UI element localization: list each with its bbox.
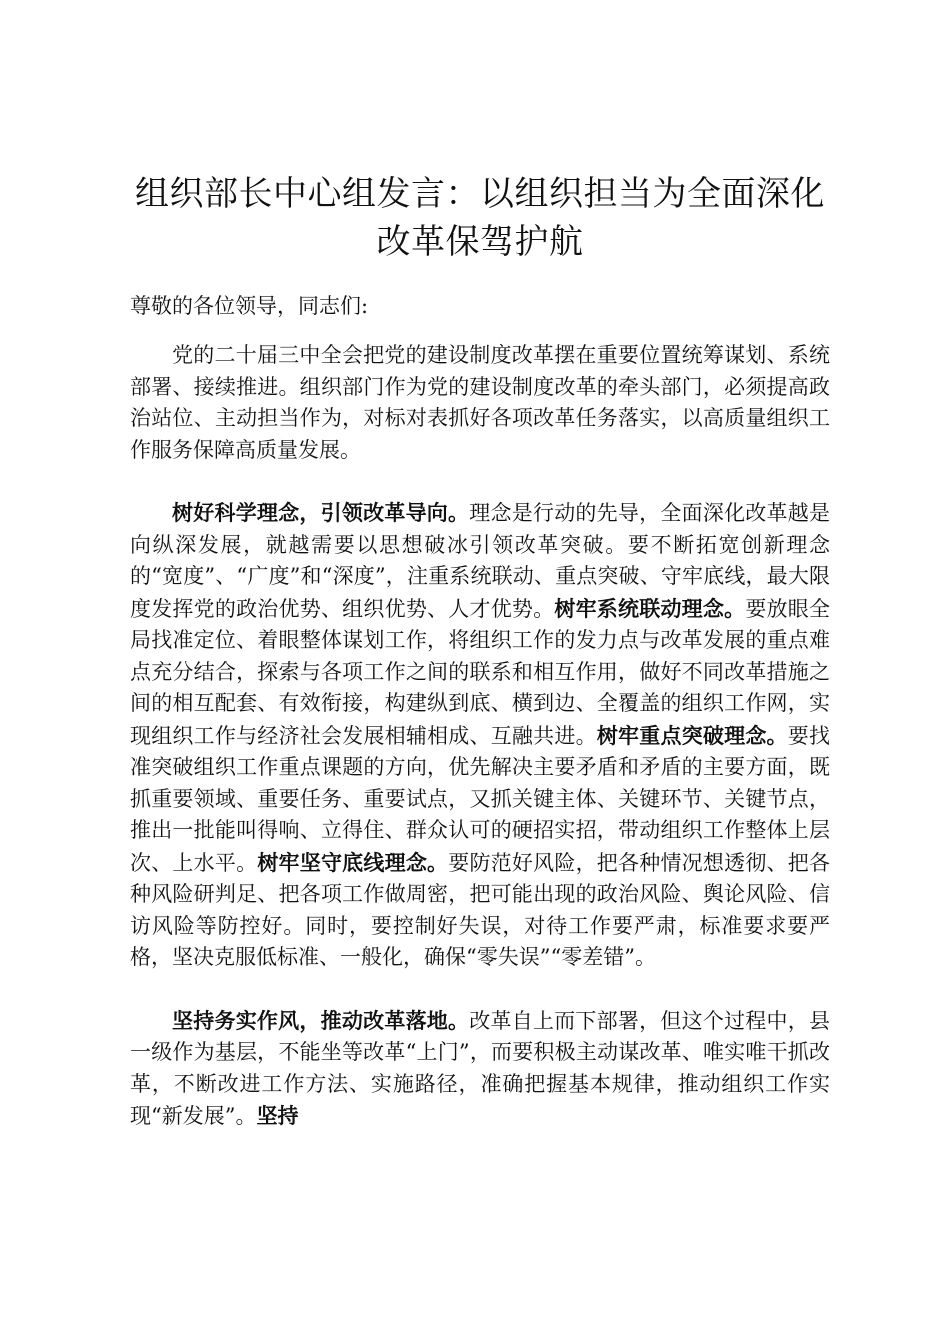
paragraph-text: 要防范好风险，把各种情况想透彻、把各种风险研判足、把各项工作做周密，把可能出现的政治风险、舆论风险、信访风险等防控好。同时，要控制好失误，对待工作要严肃，标准要求要严格，坚决克服低标准、一般化，确保“零失误”“零差错”。: [130, 850, 830, 969]
section-heading: 树好科学理念，引领改革导向。: [172, 500, 470, 525]
paragraph-style: [130, 1005, 830, 1133]
paragraph-text: 改革自上而下部署，但这个过程中，县一级作为基层，不能坐等改革“上门”，而要积极主动谋改革、唯实唯干抓改革，不断改进工作方法、实施路径，准确把握基本规律，推动组织工作实现“新发展”。: [130, 1008, 830, 1128]
subheading: 树牢重点突破理念。: [596, 722, 788, 748]
subheading: 树牢坚守底线理念。: [257, 849, 449, 875]
paragraph-intro: [130, 340, 830, 466]
paragraph-text: 党的二十届三中全会把党的建设制度改革摆在重要位置统筹谋划、系统部署、接续推进。组织部门作为党的建设制度改革的牵头部门，必须提高政治站位、主动担当作为，对标对表抓好各项改革任务落实，以高质量组织工作服务保障高质量发展。: [130, 343, 830, 462]
paragraph-text: 要找准突破组织工作重点课题的方向，优先解决主要矛盾和矛盾的主要方面，既抓重要领域、重要任务、重要试点，又抓关键主体、关键环节、关键节点，推出一批能叫得响、立得住、群众认可的硬招实招，带动组织工作整体上层次、上水平。: [130, 723, 830, 875]
subheading: 坚持: [256, 1103, 299, 1128]
paragraph-concepts: [130, 497, 830, 974]
greeting: 尊敬的各位领导，同志们:: [130, 294, 369, 318]
document-title: 组织部长中心组发言：以组织担当为全面深化改革保驾护航: [135, 174, 825, 262]
subheading: 树牢系统联动理念。: [554, 595, 746, 621]
section-heading: 坚持务实作风，推动改革落地。: [172, 1007, 470, 1033]
paragraph-text: 理念是行动的先导，全面深化改革越是向纵深发展，就越需要以思想破冰引领改革突破。要不断拓宽创新理念的“宽度”、“广度”和“深度”，注重系统联动、重点突破、守牢底线，最大限度发挥党的政治优势、组织优势、人才优势。: [130, 501, 830, 621]
paragraph-text: 要放眼全局找准定位、着眼整体谋划工作，将组织工作的发力点与改革发展的重点难点充分结合，探索与各项工作之间的联系和相互作用，做好不同改革措施之间的相互配套、有效衔接，构建纵到底、横到边、全覆盖的组织工作网，实现组织工作与经济社会发展相辅相成、互融共进。: [130, 596, 830, 748]
document-page: [130, 170, 830, 1164]
